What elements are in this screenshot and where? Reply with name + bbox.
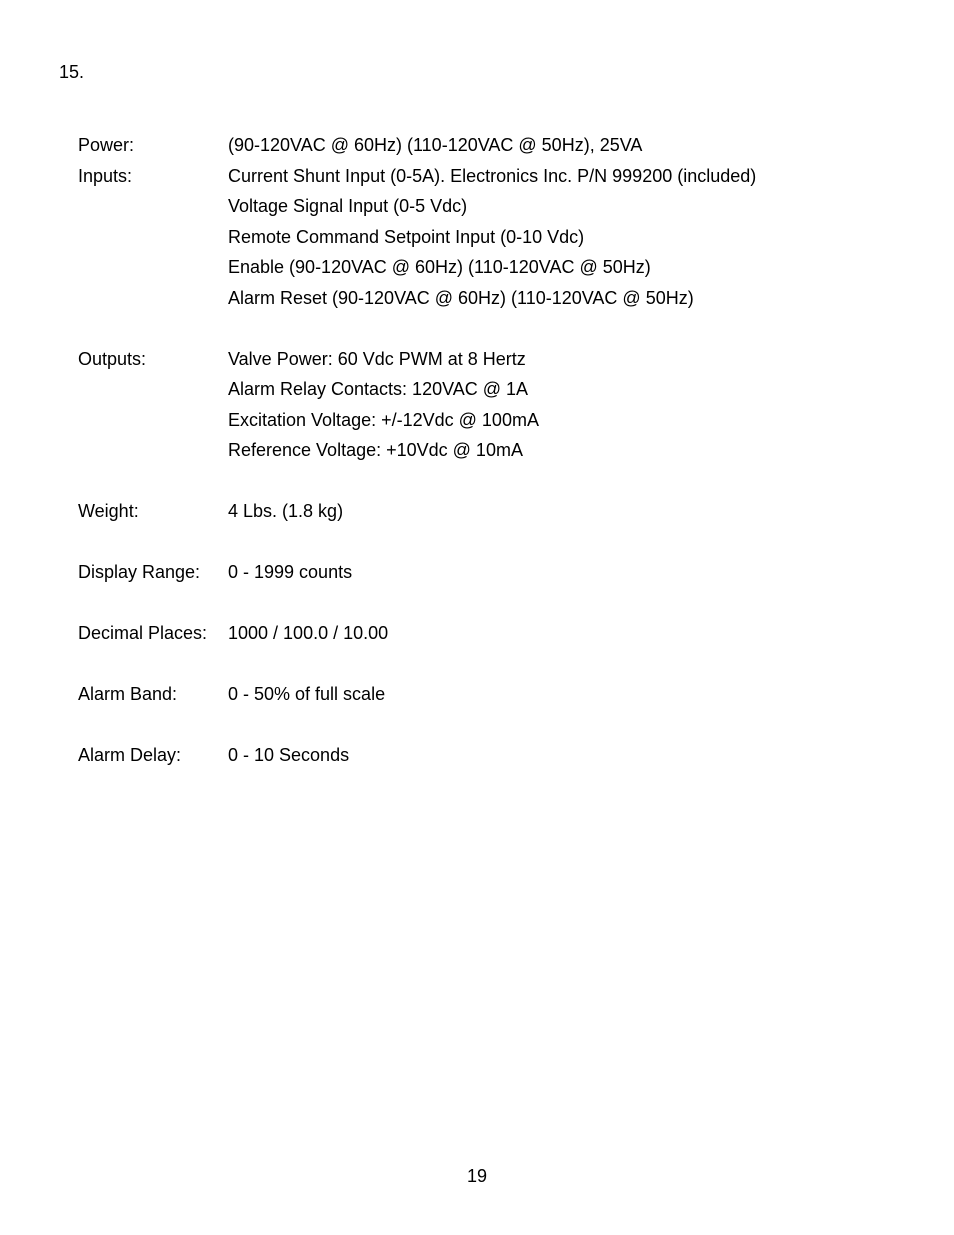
spec-value: Excitation Voltage: +/-12Vdc @ 100mA (228, 409, 539, 430)
spacer (78, 466, 938, 497)
spacer (78, 313, 938, 344)
section-number: 15. (59, 62, 85, 82)
spec-alarm-band (78, 679, 938, 710)
spec-label: Alarm Delay: (78, 745, 182, 765)
spec-label: Alarm Band: (78, 684, 178, 704)
spec-power (78, 130, 938, 161)
spec-values (228, 496, 938, 527)
spacer (78, 588, 938, 619)
spec-value: Valve Power: 60 Vdc PWM at 8 Hertz (228, 348, 526, 369)
spec-values (228, 161, 938, 314)
spacer (78, 527, 938, 558)
spec-value: 0 - 1999 counts (228, 562, 353, 582)
spec-value: Alarm Reset (90-120VAC @ 60Hz) (110-120VAC @ 50Hz) (228, 287, 694, 308)
spec-label: Inputs: (78, 165, 133, 186)
spec-value: (90-120VAC @ 60Hz) (110-120VAC @ 50Hz), 25VA (228, 135, 643, 155)
spec-value: 0 - 10 Seconds (228, 745, 350, 765)
spec-weight (78, 496, 938, 527)
spec-label: Weight: (78, 501, 139, 521)
spec-value: Reference Voltage: +10Vdc @ 10mA (228, 440, 523, 460)
spec-values (228, 679, 938, 710)
spec-decimal-places (78, 618, 938, 649)
specifications-list (78, 130, 938, 771)
spacer (78, 649, 938, 680)
spacer (78, 710, 938, 741)
spec-values (228, 557, 938, 588)
spec-label: Power: (78, 135, 135, 155)
spec-value: 4 Lbs. (1.8 kg) (228, 501, 344, 521)
spec-alarm-delay (78, 740, 938, 771)
spec-values (228, 130, 938, 161)
spec-value: Enable (90-120VAC @ 60Hz) (110-120VAC @ 50Hz) (228, 257, 651, 277)
spec-value: 1000 / 100.0 / 10.00 (228, 623, 389, 643)
page-number: 19 (466, 1166, 488, 1186)
spec-value: Current Shunt Input (0-5A). Electronics Inc. P/N 999200 (included) (228, 165, 757, 186)
spec-values (228, 618, 938, 649)
spec-values (228, 740, 938, 771)
spec-value: Alarm Relay Contacts: 120VAC @ 1A (228, 379, 529, 399)
spec-label: Decimal Places: (78, 623, 208, 643)
spec-label: Outputs: (78, 348, 147, 369)
spec-display-range (78, 557, 938, 588)
spec-values (228, 344, 938, 466)
spec-label: Display Range: (78, 562, 201, 582)
spec-value: Remote Command Setpoint Input (0-10 Vdc) (228, 226, 585, 247)
spec-value: 0 - 50% of full scale (228, 684, 386, 704)
spec-value: Voltage Signal Input (0-5 Vdc) (228, 196, 468, 216)
spec-inputs (78, 161, 938, 314)
spec-outputs (78, 344, 938, 466)
